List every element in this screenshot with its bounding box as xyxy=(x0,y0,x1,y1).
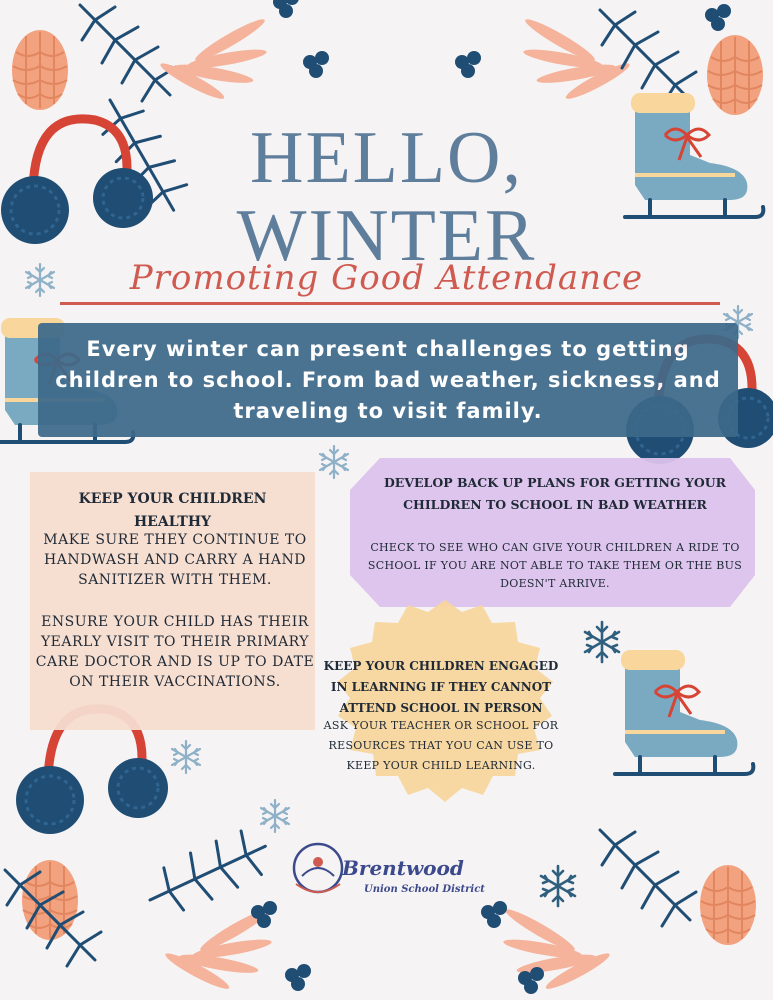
school-logo-icon xyxy=(294,844,342,892)
berry-icon xyxy=(705,4,731,31)
title-line-2: WINTER xyxy=(236,195,537,277)
pine-branch-icon xyxy=(600,10,696,106)
snowflake-icon xyxy=(320,446,348,478)
logo-subtitle: Union School District xyxy=(364,884,485,895)
pinecone-icon xyxy=(700,865,756,945)
backup-heading: DEVELOP BACK UP PLANS FOR GETTING YOUR CHILDREN TO SCHOOL IN BAD WEATHER xyxy=(383,475,727,512)
intro-banner xyxy=(38,323,738,437)
backup-body: CHECK TO SEE WHO CAN GIVE YOUR CHILDREN A RIDE TO SCHOOL IF YOU ARE NOT ABLE TO TAKE THEM OR THE BUS DOESN'T ARRIVE. xyxy=(367,541,743,590)
subtitle-underline xyxy=(60,302,720,305)
healthy-body-1: MAKE SURE THEY CONTINUE TO HANDWASH AND CARRY A HAND SANITIZER WITH THEM. xyxy=(43,532,307,588)
snowflake-icon xyxy=(585,622,619,662)
subtitle: Promoting Good Attendance xyxy=(129,258,644,298)
snowflake-icon xyxy=(261,800,289,832)
ice-skate-icon xyxy=(615,650,753,774)
berry-icon xyxy=(273,0,299,18)
engaged-body: ASK YOUR TEACHER OR SCHOOL FOR RESOURCES THAT YOU CAN USE TO KEEP YOUR CHILD LEARNING. xyxy=(323,719,559,772)
pine-branch-icon xyxy=(80,5,176,101)
snowflake-icon xyxy=(172,741,200,773)
leaf-spray-icon xyxy=(522,15,632,104)
berry-icon xyxy=(481,901,507,928)
pinecone-icon xyxy=(707,35,763,115)
snowflake-icon xyxy=(541,866,575,906)
engaged-heading: KEEP YOUR CHILDREN ENGAGED IN LEARNING IF THEY CANNOT ATTEND SCHOOL IN PERSON xyxy=(323,659,559,715)
healthy-heading: KEEP YOUR CHILDREN HEALTHY xyxy=(78,491,267,530)
berry-icon xyxy=(455,51,481,78)
pine-branch-icon xyxy=(600,830,696,926)
logo-name: Brentwood xyxy=(342,856,464,880)
leaf-spray-icon xyxy=(158,15,268,104)
healthy-body-2: ENSURE YOUR CHILD HAS THEIR YEARLY VISIT TO THEIR PRIMARY CARE DOCTOR AND IS UP TO DATE ON THEIR VACCINATIONS. xyxy=(35,614,315,690)
berry-icon xyxy=(303,51,329,78)
intro-text: Every winter can present challenges to getting children to school. From bad weather, sickness, and traveling to visit family. xyxy=(55,336,721,423)
berry-icon xyxy=(285,964,311,991)
pinecone-icon xyxy=(12,30,68,110)
title-line-1: HELLO, xyxy=(250,117,523,199)
